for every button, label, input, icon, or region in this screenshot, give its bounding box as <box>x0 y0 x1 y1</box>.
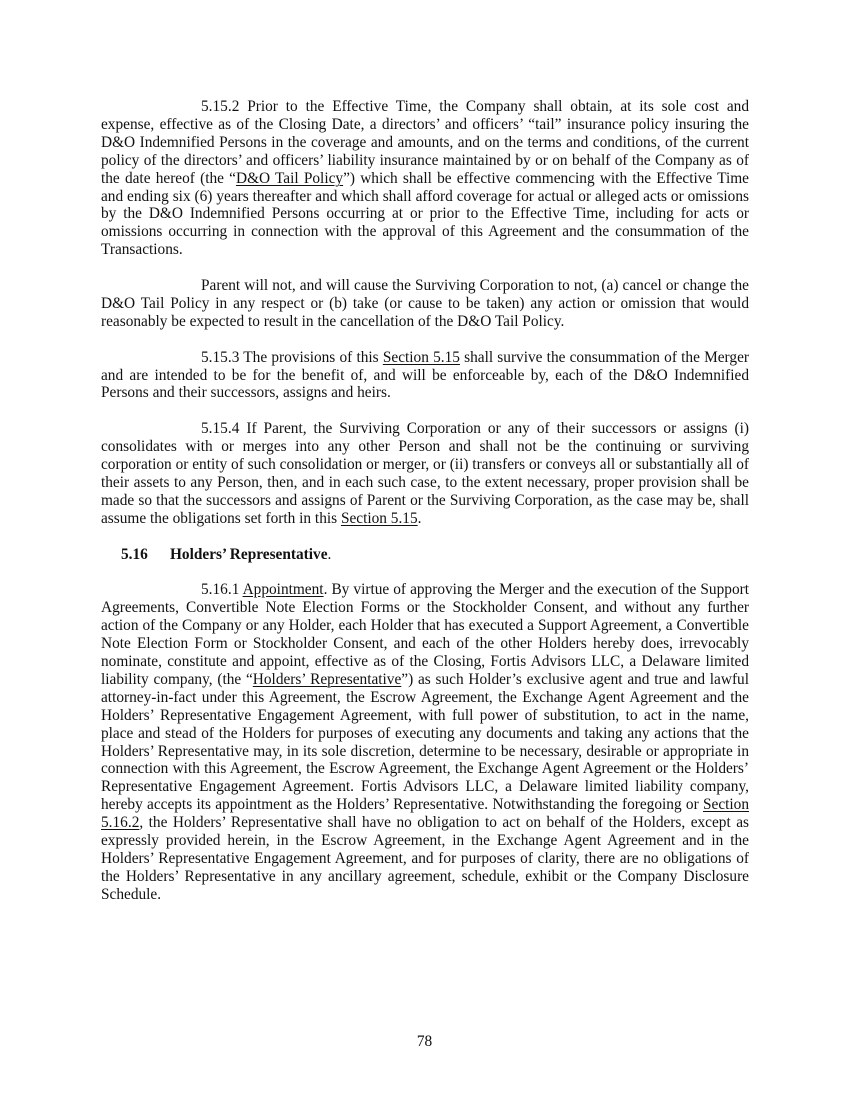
defined-term-holders-representative: Holders’ Representative <box>252 670 402 688</box>
text-run: 5.15.2 Prior to the Effective Time, the Company shall obtain, at its sole cost and expense, effective as of the Closing Date, a directors’ and officers’ “tail” insurance policy insuring the D&O Indemnified Persons in the coverage and amounts, and on the terms and conditions, of the current policy of the directors’ and officers’ liability insurance maintained by or on behalf of the Company as of the date hereof (the “ <box>101 98 749 187</box>
text-run: , the Holders’ Representative shall have no obligation to act on behalf of the Holders, except as expressly provided herein, in the Escrow Agreement, in the Exchange Agent Agreement and in the Holders’ Representative Engagement Agreement, and for purposes of clarity, there are no obligations of the Holders’ Representative in any ancillary agreement, schedule, exhibit or the Company Disclosure Schedule. <box>101 814 749 903</box>
page-number: 78 <box>416 1033 433 1050</box>
section-heading-5-16 <box>121 546 749 564</box>
text-run: . <box>417 509 422 527</box>
text-run: shall survive the consummation of the Merger and are intended to be for the benefit of, and will be enforceable by, each of the D&O Indemnified Persons and their successors, assigns and heirs. <box>101 348 749 402</box>
paragraph-5-15-3 <box>101 349 749 403</box>
section-reference-5-15: Section 5.15 <box>382 348 460 366</box>
section-reference-5-16-2: Section 5.16.2 <box>101 796 749 832</box>
section-title: Holders’ Representative <box>170 545 328 563</box>
paragraph-5-15-2 <box>101 98 749 259</box>
text-run: ”) which shall be effective commencing with the Effective Time and ending six (6) years thereafter and which shall afford coverage for actual or alleged acts or omissions by the D&O Indemnified Persons occurring at or prior to the Effective Time, including for acts or omissions occurring in connection with the approval of this Agreement and the consummation of the Transactions. <box>101 169 749 259</box>
text-run: ”) as such Holder’s exclusive agent and true and lawful attorney-in-fact under this Agreement, the Escrow Agreement, the Exchange Agent Agreement and the Holders’ Representative Engagement Agreement, with full power of substitution, to act in the name, place and stead of the Holders for purposes of executing any documents and taking any actions that the Holders’ Representative may, in its sole discretion, determine to be necessary, desirable or appropriate in connection with this Agreement, the Escrow Agreement, the Exchange Agent Agreement or the Holders’ Representative Engagement Agreement. Fortis Advisors LLC, a Delaware limited liability company, hereby accepts its appointment as the Holders’ Representative. Notwithstanding the foregoing or <box>101 670 749 814</box>
section-number: 5.16 <box>121 545 148 563</box>
text-run: . By virtue of approving the Merger and the execution of the Support Agreements, Convertible Note Election Forms or the Stockholder Consent, and without any further action of the Company or any Holder, each Holder that has executed a Support Agreement, a Convertible Note Election Form or Stockholder Consent, and each of the other Holders hereby does, irrevocably nominate, constitute and appoint, effective as of the Closing, Fortis Advisors LLC, a Delaware limited liability company, (the “ <box>101 581 749 688</box>
section-title-period: . <box>327 545 332 563</box>
defined-term-d-and-o-tail-policy: D&O Tail Policy <box>235 169 344 187</box>
paragraph-parent-covenant: Parent will not, and will cause the Surviving Corporation to not, (a) cancel or change the D&O Tail Policy in any respect or (b) take (or cause to be taken) any action or omission that would reasonably be expected to result in the cancellation of the D&O Tail Policy. <box>101 277 749 330</box>
section-reference-5-15: Section 5.15 <box>340 509 418 527</box>
document-page <box>101 98 749 922</box>
text-run: 5.15.4 If Parent, the Surviving Corporation or any of their successors or assigns (i) consolidates with or merges into any other Person and shall not be the continuing or surviving corporation or entity of such consolidation or merger, or (ii) transfers or conveys all or substantially all of their assets to any Person, then, and in each such case, to the extent necessary, proper provision shall be made so that the successors and assigns of Parent or the Surviving Corporation, as the case may be, shall assume the obligations set forth in this <box>101 420 749 527</box>
subsection-number: 5.16.1 <box>201 581 243 599</box>
subsection-caption-appointment: Appointment <box>242 581 324 599</box>
paragraph-5-16-1 <box>101 581 749 903</box>
paragraph-5-15-4 <box>101 420 749 527</box>
text-run: 5.15.3 The provisions of this <box>201 348 383 366</box>
